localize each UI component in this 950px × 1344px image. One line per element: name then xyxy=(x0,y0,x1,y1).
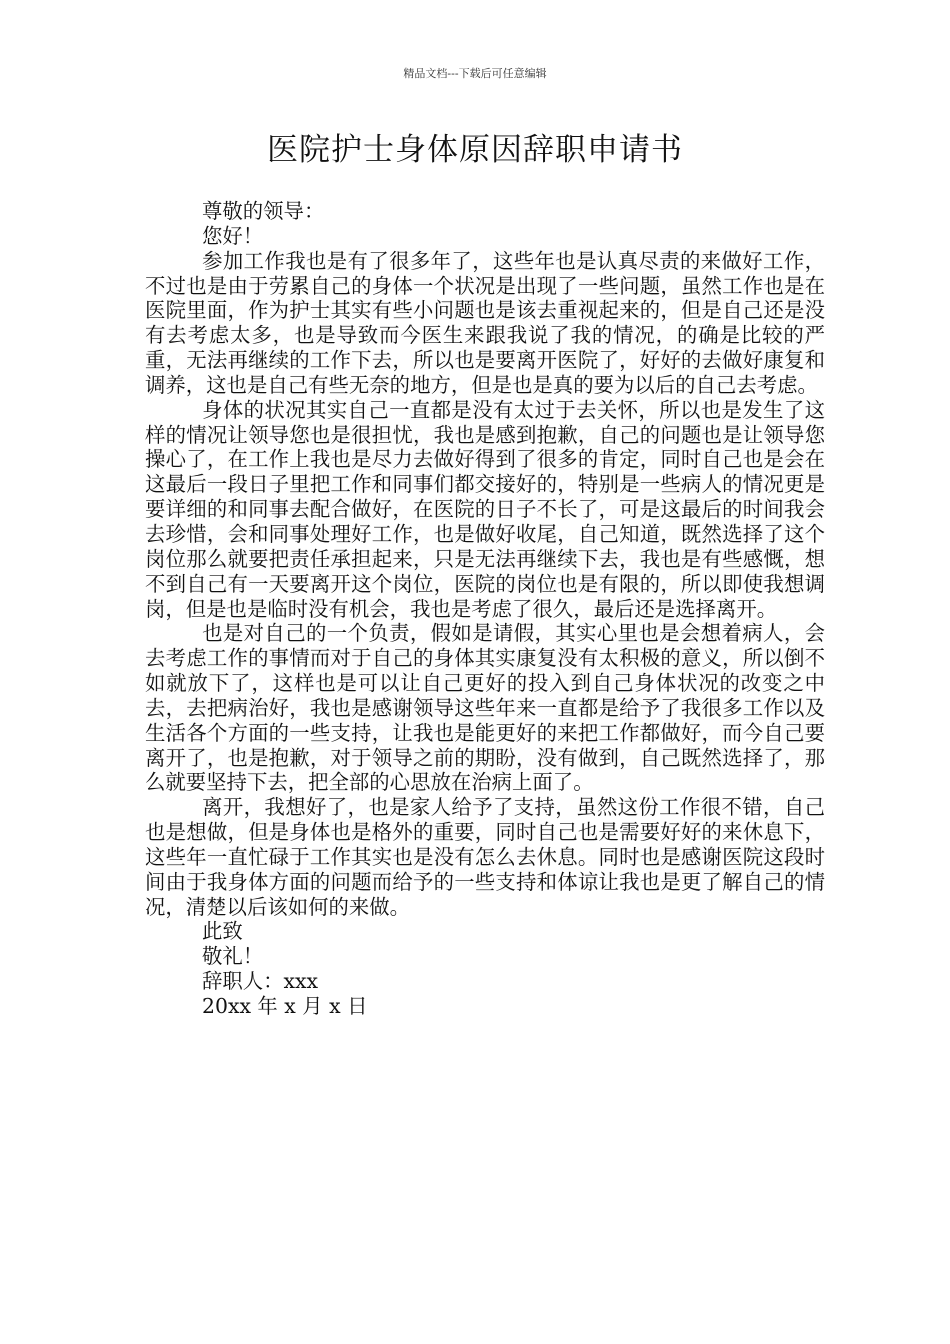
paragraph-2: 身体的状况其实自己一直都是没有太过于去关怀，所以也是发生了这样的情况让领导您也是很担忧，我也是感到抱歉，自己的问题也是让领导您操心了，在工作上我也是尽力去做好得到了很多的肯定，同时自己也是会在这最后一段日子里把工作和同事们都交接好的，特别是一些病人的情况更是要详细的和同事去配合做好，在医院的日子不长了，可是这最后的时间我会去珍惜，会和同事处理好工作，也是做好收尾，自己知道，既然选择了这个岗位那么就要把责任承担起来，只是无法再继续下去，我也是有些感慨，想不到自己有一天要离开这个岗位，医院的岗位也是有限的，所以即使我想调岗，但是也是临时没有机会，我也是考虑了很久，最后还是选择离开。 xyxy=(145,397,825,621)
date-line: 20xx 年 x 月 x 日 xyxy=(202,994,368,1018)
page-header: 精品文档---下载后可任意编辑 xyxy=(403,67,547,80)
paragraph-1: 参加工作我也是有了很多年了，这些年也是认真尽责的来做好工作，不过也是由于劳累自己的身体一个状况是出现了一些问题，虽然工作也是在医院里面，作为护士其实有些小问题也是该去重视起来的，但是自己还是没有去考虑太多，也是导致而今医生来跟我说了我的情况，的确是比较的严重，无法再继续的工作下去，所以也是要离开医院了，好好的去做好康复和调养，这也是自己有些无奈的地方，但是也是真的要为以后的自己去考虑。 xyxy=(145,248,825,397)
letter-body xyxy=(145,199,825,1019)
greeting: 您好！ xyxy=(202,223,264,248)
page-title: 医院护士身体原因辞职申请书 xyxy=(267,132,683,168)
closing-line-1: 此致 xyxy=(202,919,243,944)
closing-line-2: 敬礼！ xyxy=(202,944,264,969)
salutation: 尊敬的领导： xyxy=(202,199,325,223)
paragraph-4: 离开，我想好了，也是家人给予了支持，虽然这份工作很不错，自己也是想做，但是身体也是格外的重要，同时自己也是需要好好的来休息下，这些年一直忙碌于工作其实也是没有怎么去休息。同时也是感谢医院这段时间由于我身体方面的问题而给予的一些支持和体谅让我也是更了解自己的情况，清楚以后该如何的来做。 xyxy=(145,795,825,919)
signature-line: 辞职人：xxx xyxy=(202,969,319,994)
paragraph-3: 也是对自己的一个负责，假如是请假，其实心里也是会想着病人，会去考虑工作的事情而对于自己的身体其实康复没有太积极的意义，所以倒不如就放下了，这样也是可以让自己更好的投入到自己身体状况的改变之中去，去把病治好，我也是感谢领导这些年来一直都是给予了我很多工作以及生活各个方面的一些支持，让我也是能更好的来把工作都做好，而今自己要离开了，也是抱歉，对于领导之前的期盼，没有做到，自己既然选择了，那么就要坚持下去，把全部的心思放在治病上面了。 xyxy=(145,621,825,795)
